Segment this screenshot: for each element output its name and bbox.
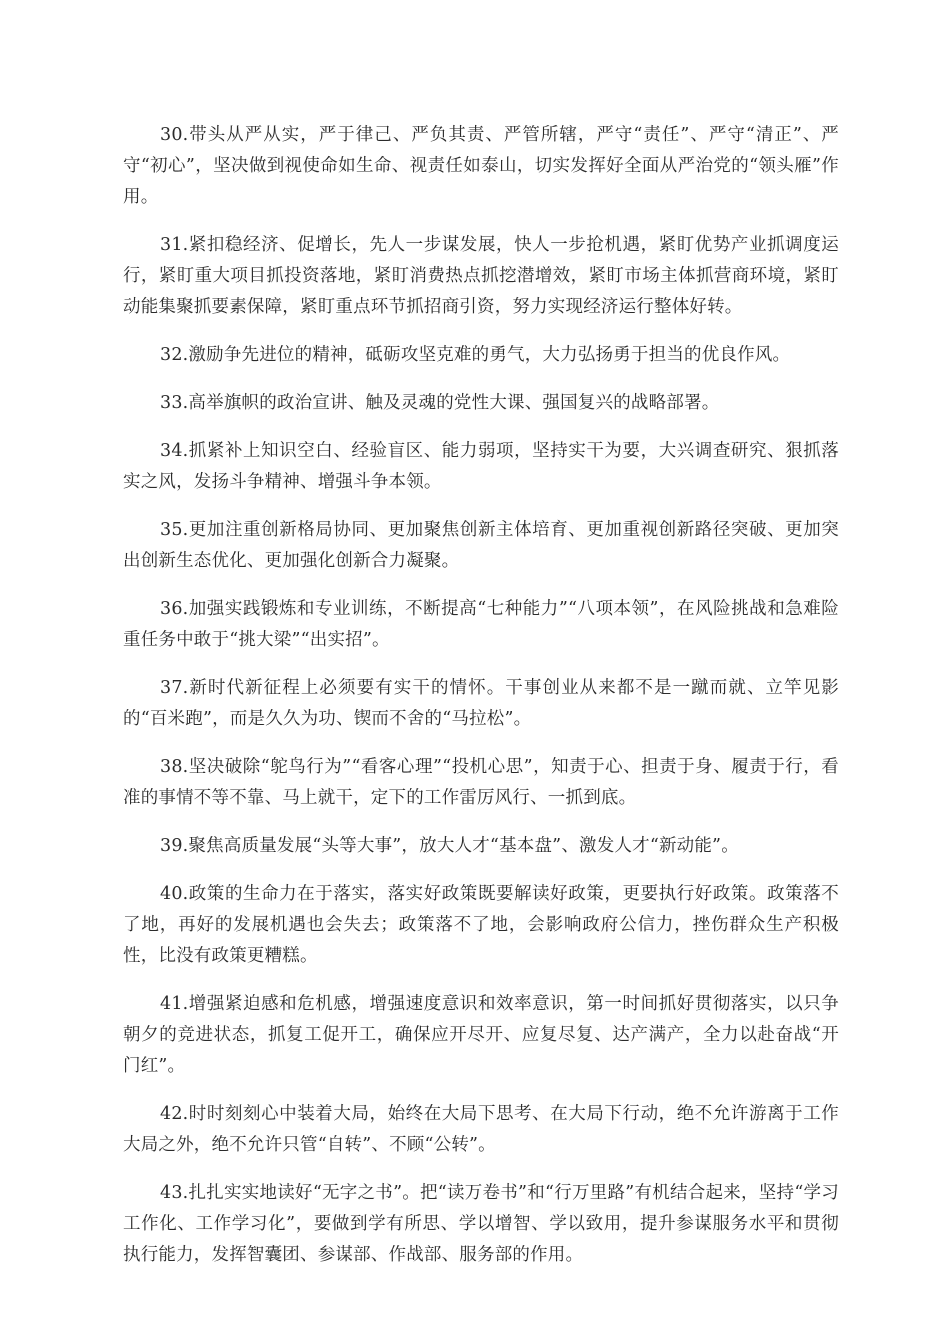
paragraph-35: 35.更加注重创新格局协同、更加聚焦创新主体培育、更加重视创新路径突破、更加突出创新生态优化、更加强化创新合力凝聚。: [123, 520, 839, 571]
paragraph-32: 32.激励争先进位的精神，砥砺攻坚克难的勇气，大力弘扬勇于担当的优良作风。: [160, 345, 791, 365]
paragraph-37: 37.新时代新征程上必须要有实干的情怀。干事创业从来都不是一蹴而就、立竿见影的“百米跑”，而是久久为功、锲而不舍的“马拉松”。: [123, 678, 839, 729]
paragraph-34: 34.抓紧补上知识空白、经验盲区、能力弱项，坚持实干为要，大兴调查研究、狠抓落实之风，发扬斗争精神、增强斗争本领。: [123, 441, 839, 492]
paragraph-40: 40.政策的生命力在于落实，落实好政策既要解读好政策，更要执行好政策。政策落不了地，再好的发展机遇也会失去；政策落不了地，会影响政府公信力，挫伤群众生产积极性，比没有政策更糟糕。: [123, 884, 839, 966]
paragraph-38: 38.坚决破除“鸵鸟行为”“看客心理”“投机心思”，知责于心、担责于身、履责于行，看准的事情不等不靠、马上就干，定下的工作雷厉风行、一抓到底。: [123, 757, 839, 808]
paragraph-33: 33.高举旗帜的政治宣讲、触及灵魂的党性大课、强国复兴的战略部署。: [160, 393, 720, 413]
paragraph-43: 43.扎扎实实地读好“无字之书”。把“读万卷书”和“行万里路”有机结合起来，坚持“学习工作化、工作学习化”，要做到学有所思、学以增智、学以致用，提升参谋服务水平和贯彻执行能力，发挥智囊团、参谋部、作战部、服务部的作用。: [123, 1183, 839, 1265]
paragraph-36: 36.加强实践锻炼和专业训练，不断提高“七种能力”“八项本领”，在风险挑战和急难险重任务中敢于“挑大梁”“出实招”。: [123, 599, 839, 650]
document-page: [123, 120, 839, 1288]
paragraph-41: 41.增强紧迫感和危机感，增强速度意识和效率意识，第一时间抓好贯彻落实，以只争朝夕的竞进状态，抓复工促开工，确保应开尽开、应复尽复、达产满产，全力以赴奋战“开门红”。: [123, 994, 839, 1076]
paragraph-30: 30.带头从严从实，严于律己、严负其责、严管所辖，严守“责任”、严守“清正”、严守“初心”，坚决做到视使命如生命、视责任如泰山，切实发挥好全面从严治党的“领头雁”作用。: [123, 125, 839, 207]
paragraph-42: 42.时时刻刻心中装着大局，始终在大局下思考、在大局下行动，绝不允许游离于工作大局之外，绝不允许只管“自转”、不顾“公转”。: [123, 1104, 839, 1155]
paragraph-31: 31.紧扣稳经济、促增长，先人一步谋发展，快人一步抢机遇，紧盯优势产业抓调度运行，紧盯重大项目抓投资落地，紧盯消费热点抓挖潜增效，紧盯市场主体抓营商环境，紧盯动能集聚抓要素保障，紧盯重点环节抓招商引资，努力实现经济运行整体好转。: [123, 235, 839, 317]
paragraph-39: 39.聚焦高质量发展“头等大事”，放大人才“基本盘”、激发人才“新动能”。: [160, 836, 739, 856]
